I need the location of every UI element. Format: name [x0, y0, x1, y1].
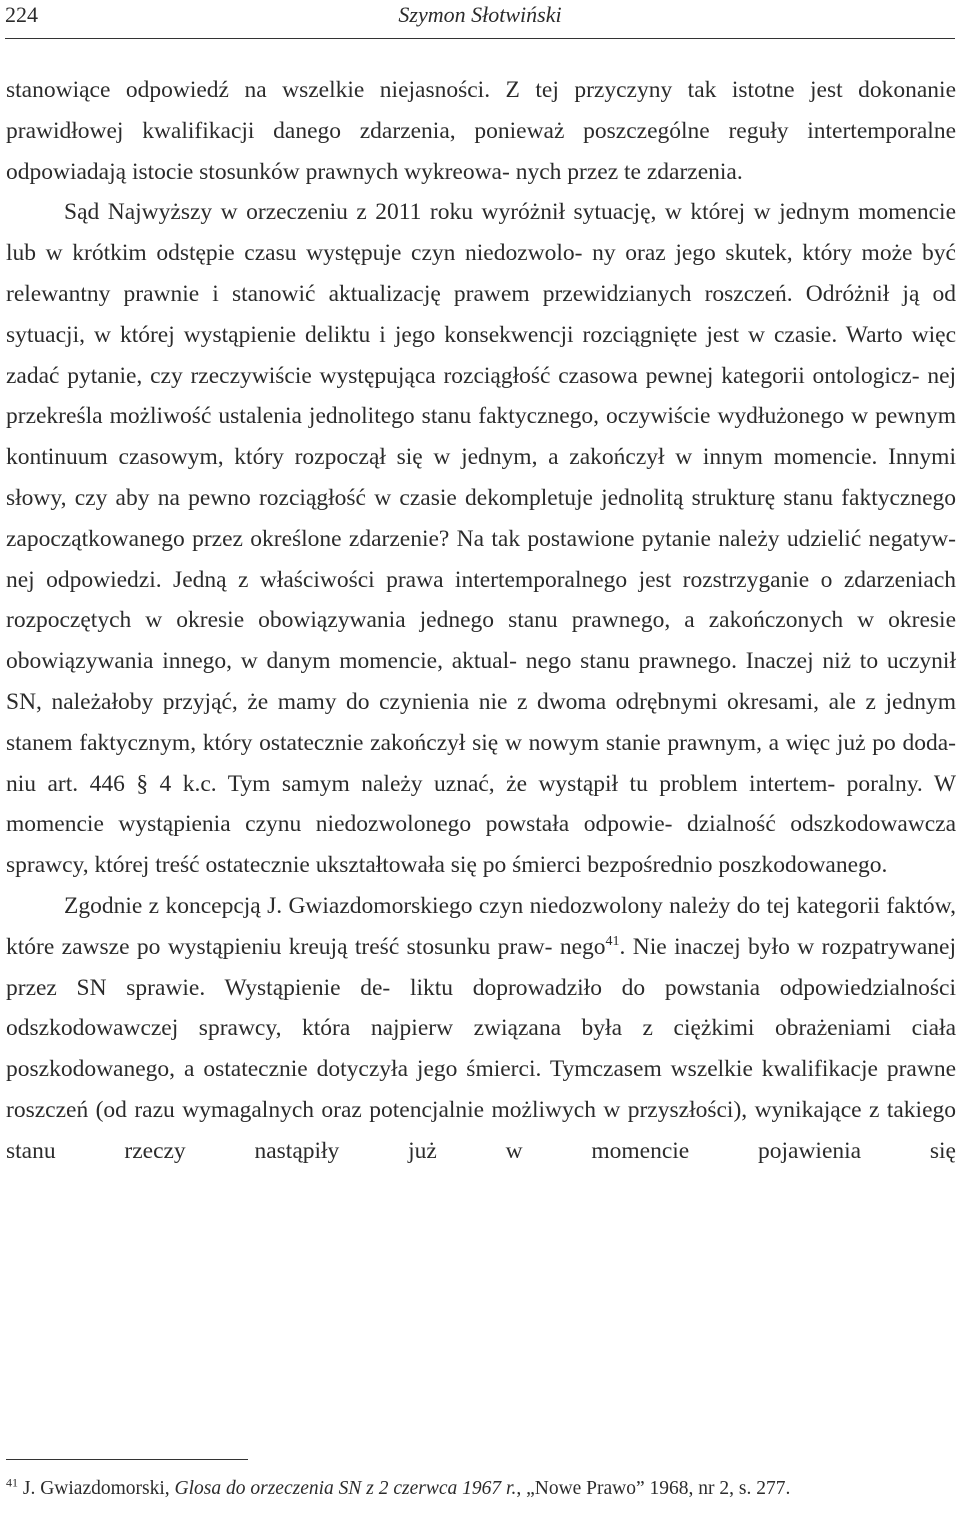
text-line: poralny. W momencie wystąpienia czynu niedozwolonego powstała odpowie- [6, 770, 957, 838]
page-number: 224 [5, 2, 38, 27]
text-line: a ostatecznie dotyczyła jego śmierci. Tymczasem wszelkie kwalifikacje prawne [183, 1056, 957, 1083]
footnote-divider [6, 1459, 248, 1460]
footnote-41 [6, 1475, 956, 1502]
text-line: niu art. 446 § 4 k.c. Tym samym należy uznać, że wystąpił tu problem intertem- [6, 770, 836, 797]
text-line: nego stanu prawnego. Inaczej niż to uczynił SN, należałoby przyjąć, że mamy do [6, 648, 956, 715]
footnote-source: , „Nowe Prawo” 1968, nr 2, s. 277. [516, 1478, 791, 1499]
text-line: liktu doprowadziło do powstania odpowiedzialności odszkodowawczej sprawcy, [6, 974, 957, 1042]
text-line: a zakończył w innym momencie. Innymi słowy, czy aby na pewno rozciągłość [6, 444, 956, 511]
text-line: tej kategorii faktów, które zawsze po wystąpieniu kreują treść stosunku praw- [6, 892, 956, 960]
text-line: przez określone zdarzenie? Na tak postawione pytanie należy udzielić negatyw- [192, 525, 956, 552]
text-line: o zdarzeniach rozpoczętych w okresie obowiązywania jednego stanu prawnego, [6, 566, 957, 634]
footnote-author: J. Gwiazdomorski, [22, 1478, 170, 1499]
main-text [6, 70, 956, 1172]
text-line: która najpierw związana była z ciężkimi obrażeniami ciała poszkodowanego, [6, 1015, 957, 1083]
text-line: deliktu i jego konsekwencji rozciągnięte jest w czasie. Warto więc zadać pytanie, [6, 321, 957, 389]
text-line: wydłużonego w pewnym kontinuum czasowym, który rozpoczął się w jednym, [6, 403, 957, 471]
text-line: dzialność odszkodowawcza sprawcy, której treść ostatecznie ukształtowała się [6, 811, 957, 879]
text-line: czynienia nie z dwoma odrębnymi okresami, ale z jednym stanem faktycznym, [6, 688, 956, 756]
text-line: nych przez te zdarzenia. [515, 158, 743, 185]
text-line: Zgodnie z koncepcją J. Gwiazdomorskiego czyn niedozwolony należy do [64, 892, 761, 919]
footnote-reference[interactable]: 41 [605, 933, 620, 949]
page-header [5, 0, 955, 39]
text-line: ny oraz jego skutek, który może być relewantny prawnie i stanowić aktualizację [6, 240, 956, 307]
paragraph-1 [6, 70, 956, 192]
text-line: . Nie inaczej było w rozpatrywanej przez SN sprawie. Wystąpienie de- [6, 933, 956, 1001]
text-line: Sąd Najwyższy w orzeczeniu z 2011 roku wyróżnił sytuację, w której [64, 199, 746, 226]
text-line: nego [559, 933, 606, 960]
paragraph-3 [6, 886, 956, 1172]
text-line: reguły intertemporalne odpowiadają istocie stosunków prawnych wykreowa- [6, 117, 957, 185]
text-line: czy rzeczywiście występująca rozciągłość czasowa pewnej kategorii ontologicz- [150, 362, 920, 389]
text-line: prawem przewidzianych roszczeń. Odróżnił ją od sytuacji, w której wystąpienie [6, 280, 956, 348]
running-head-author: Szymon Słotwiński [398, 2, 562, 27]
footnote-number: 41 [6, 1475, 18, 1490]
text-line: stanowiące odpowiedź na wszelkie niejasności. Z tej przyczyny tak istotne jest [6, 77, 843, 103]
text-line: dokonanie prawidłowej kwalifikacji danego zdarzenia, ponieważ poszczególne [6, 77, 957, 144]
text-line: roszczeń (od razu wymagalnych oraz potencjalnie możliwych w przyszłości), [6, 1096, 748, 1123]
text-line: wynikające z takiego stanu rzeczy nastąpiły już w momencie pojawienia się [6, 1096, 957, 1164]
text-line: w jednym momencie lub w krótkim odstępie czasu występuje czyn niedozwolo- [6, 199, 957, 267]
text-line: który ostatecznie zakończył się w nowym stanie prawnym, a więc już po doda- [202, 729, 956, 756]
text-line: a zakończonych w okresie obowiązywania innego, w danym momencie, aktual- [6, 607, 957, 675]
paragraph-2 [6, 192, 956, 886]
footnote-title: Glosa do orzeczenia SN z 2 czerwca 1967 r. [174, 1478, 517, 1499]
text-line: nej odpowiedzi. Jedną z właściwości prawa intertemporalnego jest rozstrzyganie [6, 566, 810, 593]
text-line: nej przekreśla możliwość ustalenia jednolitego stanu faktycznego, oczywiście [6, 362, 957, 430]
text-line: po śmierci bezpośrednio poszkodowanego. [482, 852, 888, 879]
text-line: w czasie dekompletuje jednolitą strukturę stanu faktycznego zapoczątkowanego [6, 484, 957, 552]
